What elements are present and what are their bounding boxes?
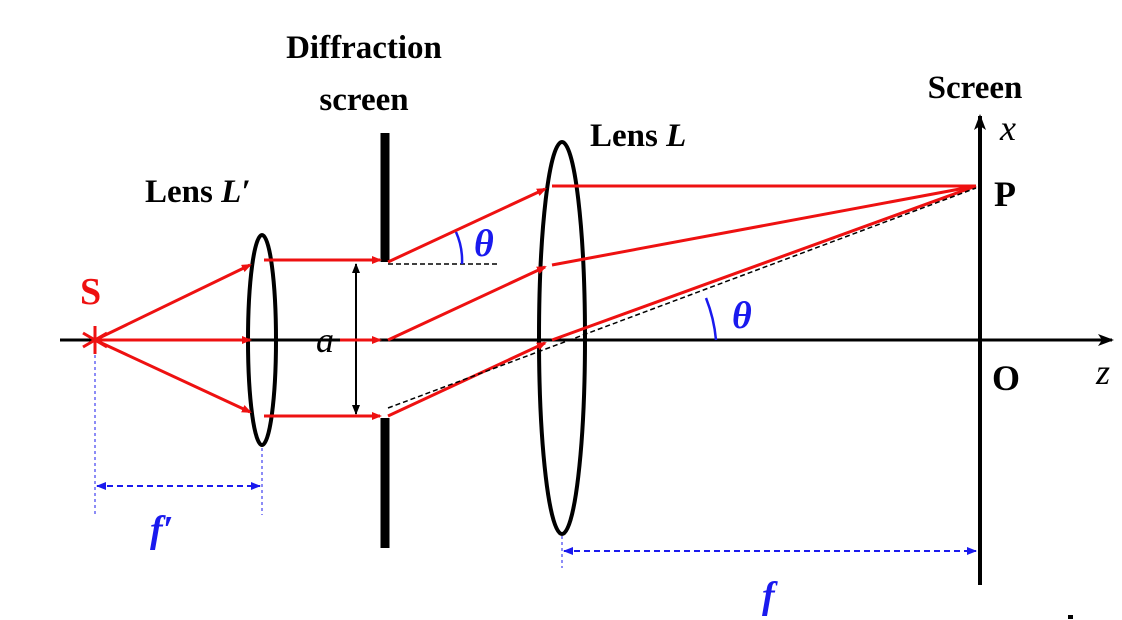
screen-label: Screen (927, 70, 1023, 106)
angle-arc-upper (456, 232, 462, 264)
ray-s-to-lens-top (95, 265, 250, 340)
focal-lprime-label: f′ (150, 509, 174, 551)
diffracted-ray-top (388, 189, 545, 262)
slit-width-label: a (316, 320, 334, 360)
stray-mark (1068, 615, 1073, 619)
focal-l-label: f (762, 575, 775, 617)
angle-arc-lower (706, 298, 716, 340)
angle-lower-label: θ (732, 295, 752, 337)
source-rays (95, 265, 250, 412)
z-axis-label: z (1096, 352, 1111, 392)
ray-s-to-lens-bottom (95, 340, 250, 412)
angle-upper-label: θ (474, 223, 494, 265)
focused-ray-mid (552, 186, 976, 265)
origin-label: O (992, 358, 1021, 398)
lens-l (539, 142, 585, 534)
source-label: S (80, 271, 102, 313)
point-p-label: P (994, 174, 1016, 214)
lens-lprime-label: Lens L′ (145, 174, 251, 210)
diffraction-screen-label-line1: Diffraction (286, 30, 442, 66)
diffraction-screen-label-line2: screen (319, 82, 409, 118)
focused-ray-bottom (552, 186, 976, 340)
x-axis-label: x (1000, 108, 1016, 148)
diffracted-ray-bottom (388, 343, 545, 416)
lens-l-label: Lens L (590, 118, 687, 154)
focused-rays (552, 186, 976, 340)
diffracted-rays (388, 189, 545, 416)
diffracted-ray-mid (388, 267, 545, 340)
